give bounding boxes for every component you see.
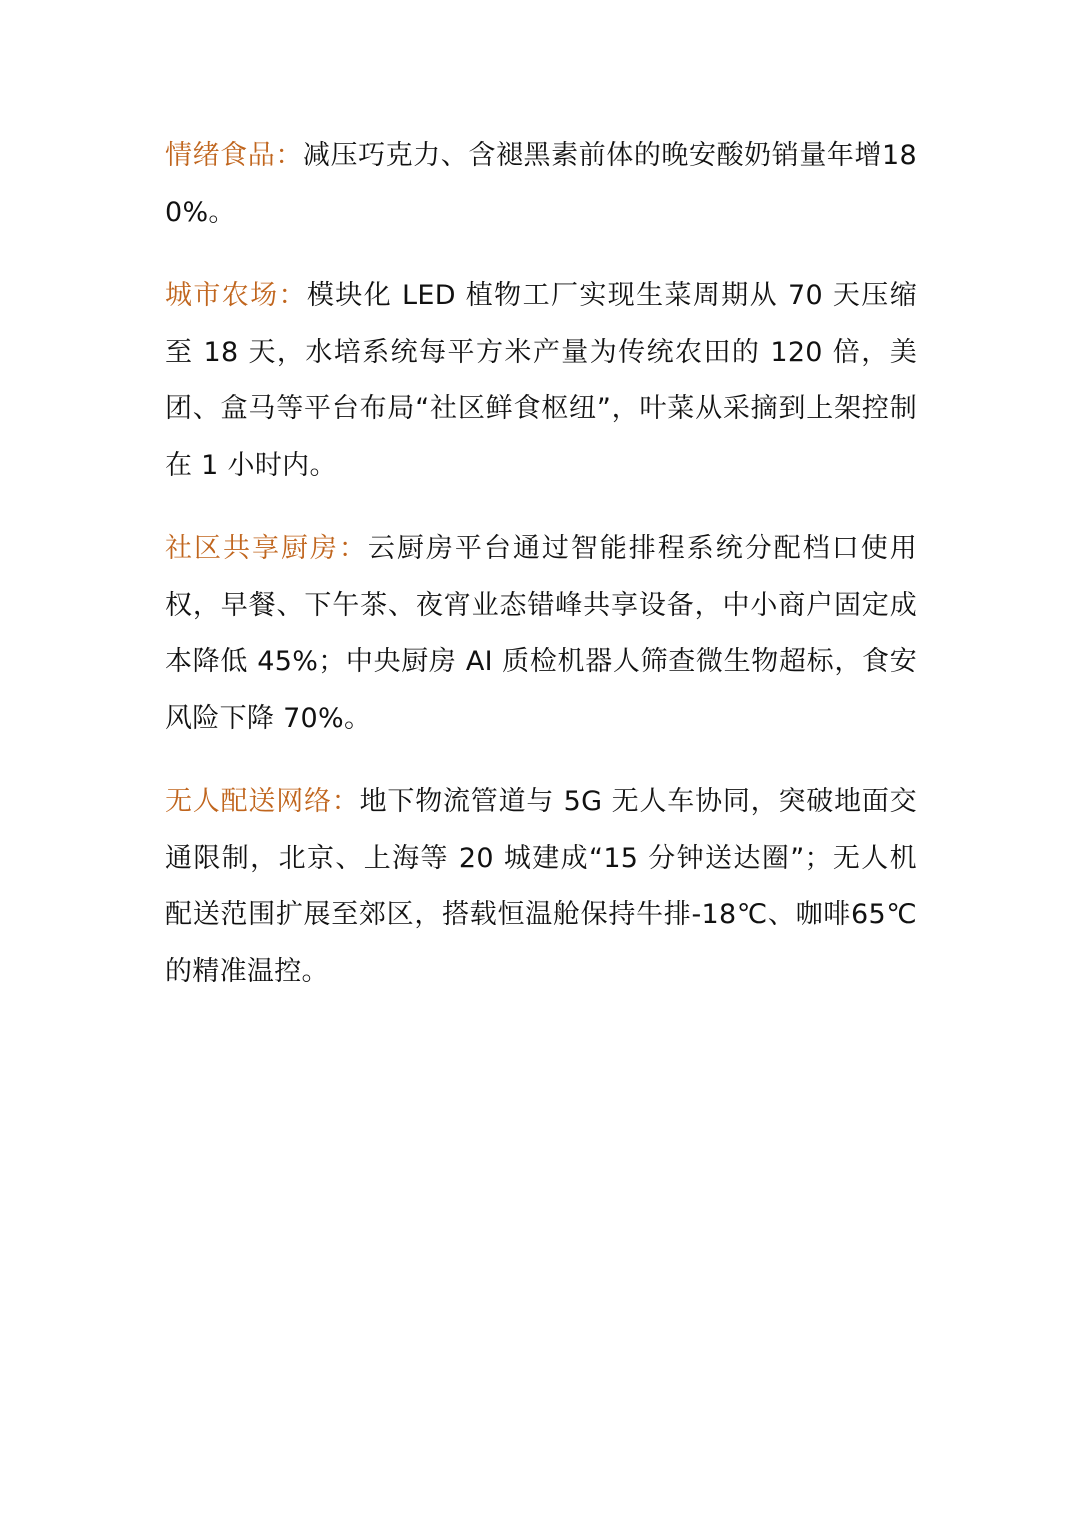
paragraph-label: 社区共享厨房：: [165, 533, 368, 564]
paragraph-label: 无人配送网络：: [165, 786, 360, 817]
paragraph-shared-kitchen: [165, 521, 917, 747]
paragraph-text: 减压巧克力、含褪黑素前体的晚安酸奶销量年增180%。: [165, 140, 918, 228]
paragraph-label: 情绪食品：: [165, 140, 303, 171]
paragraph-text: 云厨房平台通过智能排程系统分配档口使用权，早餐、下午茶、夜宵业态错峰共享设备，中小商户固定成本降低 45%；中央厨房 AI 质检机器人筛查微生物超标，食安风险下降 70%。: [165, 533, 917, 734]
paragraph-label: 城市农场：: [165, 280, 307, 311]
document-body: [165, 128, 917, 1027]
paragraph-emotional-food: [165, 128, 917, 241]
paragraph-unmanned-delivery: [165, 774, 917, 1000]
paragraph-urban-farm: [165, 268, 917, 494]
paragraph-text: 地下物流管道与 5G 无人车协同，突破地面交通限制，北京、上海等 20 城建成“15 分钟送达圈”；无人机配送范围扩展至郊区，搭载恒温舱保持牛排-18℃、咖啡65℃的精准温控。: [165, 786, 917, 987]
paragraph-text: 模块化 LED 植物工厂实现生菜周期从 70 天压缩至 18 天，水培系统每平方米产量为传统农田的 120 倍，美团、盒马等平台布局“社区鲜食枢纽”，叶菜从采摘到上架控制在 1 小时内。: [165, 280, 917, 481]
